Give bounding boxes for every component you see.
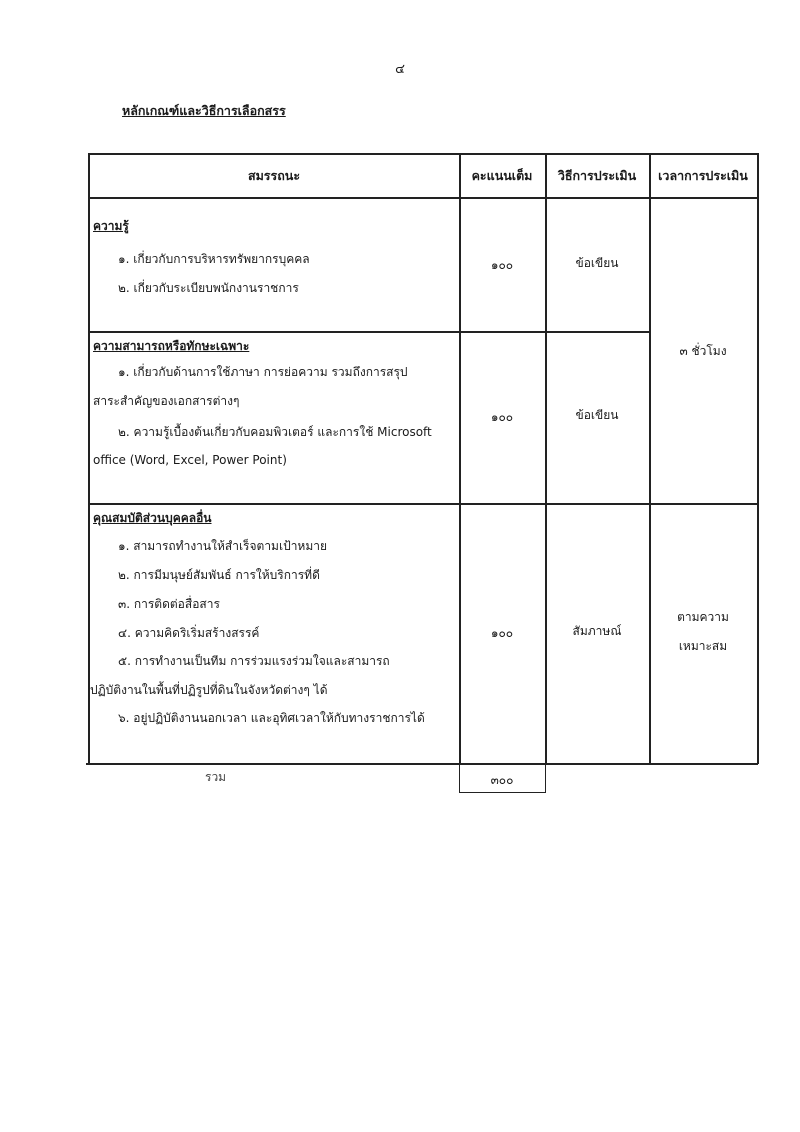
knowledge-method: ข้อเขียน — [575, 256, 619, 270]
personal-item-3: ๓. การติดต่อสื่อสาร — [118, 597, 220, 611]
total-label: รวม — [205, 770, 227, 784]
personal-score: ๑๐๐ — [490, 626, 514, 640]
table-header-divider — [88, 197, 758, 199]
personal-method: สัมภาษณ์ — [572, 624, 622, 638]
table-top-border — [88, 153, 758, 155]
personal-item-5-line-2: ปฏิบัติงานในพื้นที่ปฏิรูปที่ดินในจังหวัดต่างๆ ได้ — [90, 683, 328, 697]
table-bottom-border — [86, 763, 758, 765]
time-written: ๓ ชั่วโมง — [679, 344, 727, 358]
personal-item-1: ๑. สามารถทำงานให้สำเร็จตามเป้าหมาย — [118, 539, 328, 553]
skills-score: ๑๐๐ — [490, 410, 514, 424]
col-divider-1 — [459, 153, 461, 764]
col-divider-2 — [545, 153, 547, 764]
header-full-score: คะแนนเต็ม — [471, 168, 533, 183]
total-value: ๓๐๐ — [490, 773, 514, 787]
personal-item-5-line-1: ๕. การทำงานเป็นทีม การร่วมแรงร่วมใจและสามารถ — [118, 654, 390, 668]
page-heading: หลักเกณฑ์และวิธีการเลือกสรร — [122, 103, 286, 118]
header-method: วิธีการประเมิน — [557, 168, 637, 183]
knowledge-item-2: ๒. เกี่ยวกับระเบียบพนักงานราชการ — [118, 281, 299, 295]
time-interview-line-2: เหมาะสม — [678, 639, 728, 653]
table-left-border — [88, 153, 90, 764]
knowledge-item-1: ๑. เกี่ยวกับการบริหารทรัพยากรบุคคล — [118, 252, 310, 266]
row-divider-1 — [88, 331, 649, 333]
personal-item-4: ๔. ความคิดริเริ่มสร้างสรรค์ — [118, 626, 260, 640]
time-interview-line-1: ตามความ — [677, 610, 729, 624]
table-right-border — [757, 153, 759, 764]
skills-item-2-line-1: ๒. ความรู้เบื้องต้นเกี่ยวกับคอมพิวเตอร์ และการใช้ Microsoft — [118, 425, 432, 439]
skills-item-2-line-2: office (Word, Excel, Power Point) — [93, 453, 287, 467]
section-title-skills: ความสามารถหรือทักษะเฉพาะ — [93, 339, 250, 353]
knowledge-score: ๑๐๐ — [490, 258, 514, 272]
section-title-knowledge: ความรู้ — [93, 219, 129, 233]
personal-item-6: ๖. อยู่ปฏิบัติงานนอกเวลา และอุทิศเวลาให้กับทางราชการได้ — [118, 711, 425, 725]
personal-item-2: ๒. การมีมนุษย์สัมพันธ์ การให้บริการที่ดี — [118, 568, 320, 582]
skills-method: ข้อเขียน — [575, 408, 619, 422]
skills-item-1-line-1: ๑. เกี่ยวกับด้านการใช้ภาษา การย่อความ รวมถึงการสรุป — [118, 365, 408, 379]
row-divider-2 — [88, 503, 758, 505]
skills-item-1-line-2: สาระสำคัญของเอกสารต่างๆ — [93, 394, 240, 408]
section-title-personal: คุณสมบัติส่วนบุคคลอื่น — [93, 511, 212, 525]
page-number: ๔ — [395, 62, 405, 77]
header-competency: สมรรถนะ — [247, 168, 301, 183]
header-time: เวลาการประเมิน — [658, 168, 748, 183]
col-divider-3 — [649, 153, 651, 764]
